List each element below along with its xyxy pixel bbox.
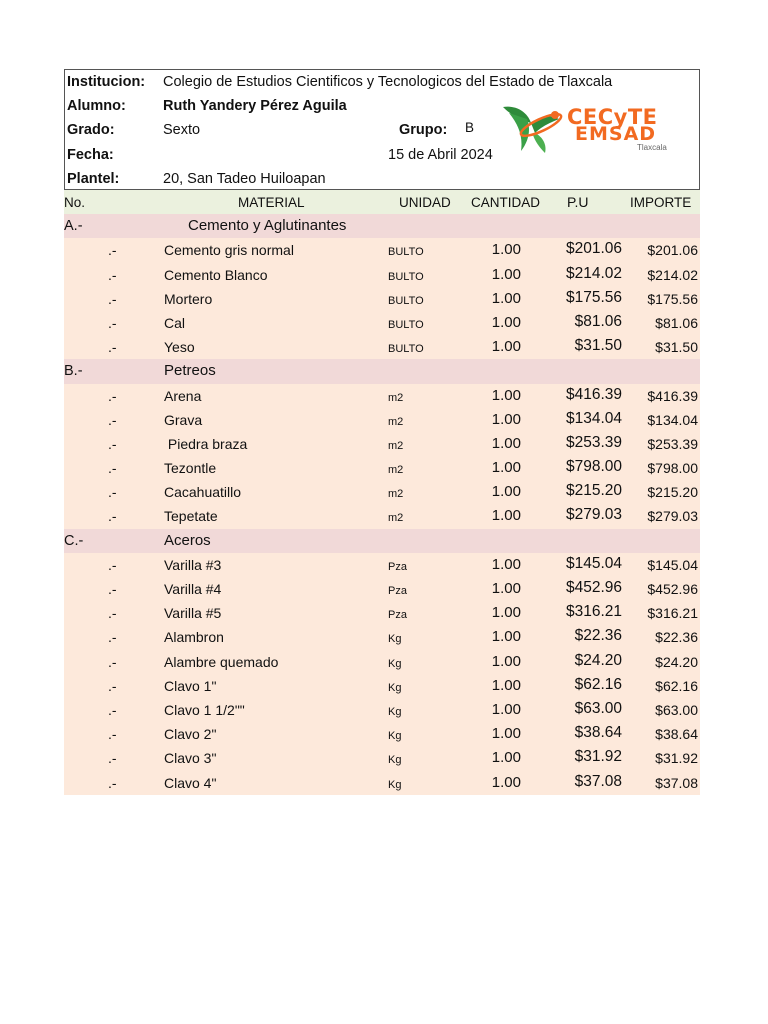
row-bullet: .-: [108, 653, 117, 670]
table-row: [64, 408, 700, 432]
unit-price: $279.03: [565, 506, 622, 524]
amount: $37.08: [655, 774, 698, 791]
row-bullet: .-: [108, 411, 117, 428]
material-name: Piedra braza: [164, 435, 248, 452]
unit-price: $37.08: [574, 772, 622, 790]
row-bullet: .-: [108, 701, 117, 718]
quantity: 1.00: [491, 555, 521, 573]
unit: Kg: [388, 681, 402, 694]
table-row: [64, 311, 700, 335]
unit: m2: [388, 464, 404, 477]
row-bullet: .-: [108, 750, 117, 767]
unit-price: $201.06: [565, 240, 622, 258]
unit: Kg: [388, 730, 402, 743]
material-name: Mortero: [164, 290, 213, 307]
fecha-label: Fecha:: [67, 147, 114, 163]
unit: Kg: [388, 705, 402, 718]
row-bullet: .-: [108, 629, 117, 646]
alumno-label: Alumno:: [67, 98, 126, 114]
unit-price: $31.50: [574, 337, 622, 355]
quantity: 1.00: [491, 289, 521, 307]
row-bullet: .-: [108, 314, 117, 331]
unit-price: $63.00: [574, 699, 622, 717]
amount: $175.56: [647, 290, 698, 307]
amount: $452.96: [647, 581, 698, 597]
section-row: [64, 359, 700, 383]
section-title: Cemento y Aglutinantes: [188, 217, 347, 235]
unit-price: $134.04: [565, 409, 622, 427]
amount: $798.00: [647, 460, 698, 477]
unit: m2: [388, 415, 404, 428]
unit: Pza: [388, 609, 407, 622]
row-bullet: .-: [108, 242, 117, 259]
quantity: 1.00: [491, 749, 521, 767]
unit-price: $38.64: [574, 724, 622, 742]
amount: $279.03: [647, 508, 698, 525]
unit: Kg: [388, 633, 402, 646]
table-row: [64, 480, 700, 504]
amount: $38.64: [655, 726, 698, 743]
amount: $22.36: [655, 629, 698, 646]
row-bullet: .-: [108, 339, 117, 356]
quantity: 1.00: [491, 652, 521, 670]
table-row: [64, 601, 700, 625]
section-number: B.-: [64, 363, 83, 380]
unit: BULTO: [388, 294, 424, 307]
cecyte-emblem-icon: [501, 103, 565, 155]
material-name: Arena: [164, 387, 202, 404]
alumno-value: Ruth Yandery Pérez Aguila: [163, 98, 347, 114]
grado-value: Sexto: [163, 122, 201, 138]
amount: $63.00: [655, 701, 698, 718]
material-name: Cemento gris normal: [164, 242, 294, 259]
quantity: 1.00: [491, 604, 521, 622]
amount: $24.20: [655, 653, 698, 670]
quantity: 1.00: [491, 700, 521, 718]
fecha-value: 15 de Abril 2024: [388, 147, 493, 163]
unit: BULTO: [388, 270, 424, 283]
unit: BULTO: [388, 318, 424, 331]
unit-price: $416.39: [565, 385, 622, 403]
amount: $214.02: [647, 266, 698, 283]
material-name: Clavo 1": [164, 677, 217, 694]
material-name: Alambron: [164, 629, 224, 646]
material-name: Cemento Blanco: [164, 266, 268, 283]
row-bullet: .-: [108, 774, 117, 791]
material-name: Cal: [164, 314, 186, 331]
amount: $215.20: [647, 484, 698, 501]
row-bullet: .-: [108, 484, 117, 501]
quantity: 1.00: [491, 483, 521, 501]
table-row: [64, 263, 700, 287]
grupo-value: B: [465, 120, 475, 135]
row-bullet: .-: [108, 290, 117, 307]
quantity: 1.00: [491, 676, 521, 694]
amount: $316.21: [647, 605, 698, 622]
material-name: Grava: [164, 411, 203, 428]
quantity: 1.00: [491, 580, 521, 597]
unit: m2: [388, 391, 404, 404]
material-name: Cacahuatillo: [164, 484, 242, 501]
col-pu: P.U: [567, 194, 589, 210]
material-name: Alambre quemado: [164, 653, 279, 670]
institucion-label: Institucion:: [67, 74, 146, 90]
material-sheet: [64, 69, 700, 795]
amount: $253.39: [647, 435, 698, 452]
unit-price: $798.00: [565, 458, 622, 476]
section-title: Aceros: [164, 531, 211, 549]
table-row: [64, 746, 700, 770]
row-bullet: .-: [108, 460, 117, 477]
unit-price: $253.39: [565, 433, 622, 451]
quantity: 1.00: [491, 507, 521, 525]
table-row: [64, 432, 700, 456]
material-name: Clavo 3": [164, 750, 217, 767]
plantel-value: 20, San Tadeo Huiloapan: [163, 171, 326, 187]
material-name: Tezontle: [164, 460, 217, 477]
material-name: Yeso: [164, 339, 195, 356]
unit-price: $24.20: [574, 651, 622, 669]
table-row: [64, 650, 700, 674]
unit: Kg: [388, 657, 402, 670]
table-row: [64, 698, 700, 722]
section-title: Petreos: [164, 362, 216, 380]
row-bullet: .-: [108, 387, 117, 404]
unit-price: $175.56: [565, 288, 622, 306]
table-row: [64, 771, 700, 795]
unit: Kg: [388, 754, 402, 767]
unit: BULTO: [388, 246, 424, 259]
row-bullet: .-: [108, 581, 117, 597]
plantel-label: Plantel:: [67, 171, 120, 187]
quantity: 1.00: [491, 628, 521, 646]
unit-price: $214.02: [565, 264, 622, 282]
material-name: Clavo 4": [164, 774, 217, 791]
amount: $145.04: [647, 556, 698, 573]
table-row: [64, 456, 700, 480]
unit-price: $81.06: [574, 312, 622, 330]
materials-table: [64, 214, 700, 795]
unit-price: $215.20: [565, 482, 622, 500]
row-bullet: .-: [108, 266, 117, 283]
table-row: [64, 238, 700, 262]
section-row: [64, 214, 700, 238]
table-row: [64, 553, 700, 577]
table-row: [64, 287, 700, 311]
material-name: Varilla #3: [164, 556, 222, 573]
quantity: 1.00: [491, 386, 521, 404]
grado-label: Grado:: [67, 122, 115, 138]
logo-line1: CECyTE: [567, 105, 658, 129]
table-row: [64, 504, 700, 528]
row-bullet: .-: [108, 605, 117, 622]
column-header-row: [64, 190, 700, 214]
quantity: 1.00: [491, 241, 521, 259]
row-bullet: .-: [108, 726, 117, 743]
amount: $416.39: [647, 387, 698, 404]
cecyte-logo: [501, 103, 693, 155]
amount: $31.92: [655, 750, 698, 767]
table-row: [64, 674, 700, 698]
unit: BULTO: [388, 343, 424, 356]
table-row: [64, 625, 700, 649]
unit: m2: [388, 488, 404, 501]
row-bullet: .-: [108, 435, 117, 452]
col-cantidad: CANTIDAD: [471, 195, 541, 210]
unit-price: $31.92: [574, 748, 622, 766]
unit-price: $452.96: [565, 579, 622, 596]
unit: m2: [388, 439, 404, 452]
amount: $81.06: [655, 314, 698, 331]
amount: $62.16: [655, 677, 698, 694]
unit: Pza: [388, 560, 407, 573]
quantity: 1.00: [491, 313, 521, 331]
unit: m2: [388, 512, 404, 525]
amount: $31.50: [655, 339, 698, 356]
quantity: 1.00: [491, 265, 521, 283]
logo-line2: EMSAD: [575, 123, 657, 145]
logo-line3: Tlaxcala: [637, 143, 667, 152]
row-bullet: .-: [108, 677, 117, 694]
institucion-value: Colegio de Estudios Cientificos y Tecnologicos del Estado de Tlaxcala: [163, 74, 613, 90]
unit-price: $62.16: [574, 675, 622, 693]
section-number: C.-: [64, 532, 84, 549]
section-row: [64, 529, 700, 553]
unit-price: $145.04: [565, 554, 622, 572]
material-name: Clavo 1 1/2"": [164, 701, 245, 718]
unit: Kg: [388, 778, 402, 791]
section-number: A.-: [64, 218, 83, 235]
material-name: Tepetate: [164, 508, 218, 525]
table-row: [64, 335, 700, 359]
material-name: Varilla #5: [164, 605, 222, 622]
table-row: [64, 384, 700, 408]
row-bullet: .-: [108, 556, 117, 573]
col-importe: IMPORTE: [630, 195, 692, 210]
table-row: [64, 722, 700, 746]
material-name: Varilla #4: [164, 581, 222, 597]
col-material: MATERIAL: [238, 195, 305, 210]
quantity: 1.00: [491, 338, 521, 356]
amount: $201.06: [647, 242, 698, 259]
unit-price: $22.36: [574, 627, 622, 645]
grupo-label: Grupo:: [399, 122, 448, 138]
unit-price: $316.21: [565, 603, 622, 621]
quantity: 1.00: [491, 773, 521, 791]
quantity: 1.00: [491, 410, 521, 428]
quantity: 1.00: [491, 459, 521, 477]
material-name: Clavo 2": [164, 726, 217, 743]
quantity: 1.00: [491, 725, 521, 743]
col-no: No.: [64, 195, 86, 210]
header-block: [64, 69, 700, 190]
col-unidad: UNIDAD: [399, 195, 451, 210]
row-bullet: .-: [108, 508, 117, 525]
table-row: [64, 577, 700, 601]
amount: $134.04: [647, 411, 698, 428]
quantity: 1.00: [491, 434, 521, 452]
unit: Pza: [388, 585, 407, 597]
